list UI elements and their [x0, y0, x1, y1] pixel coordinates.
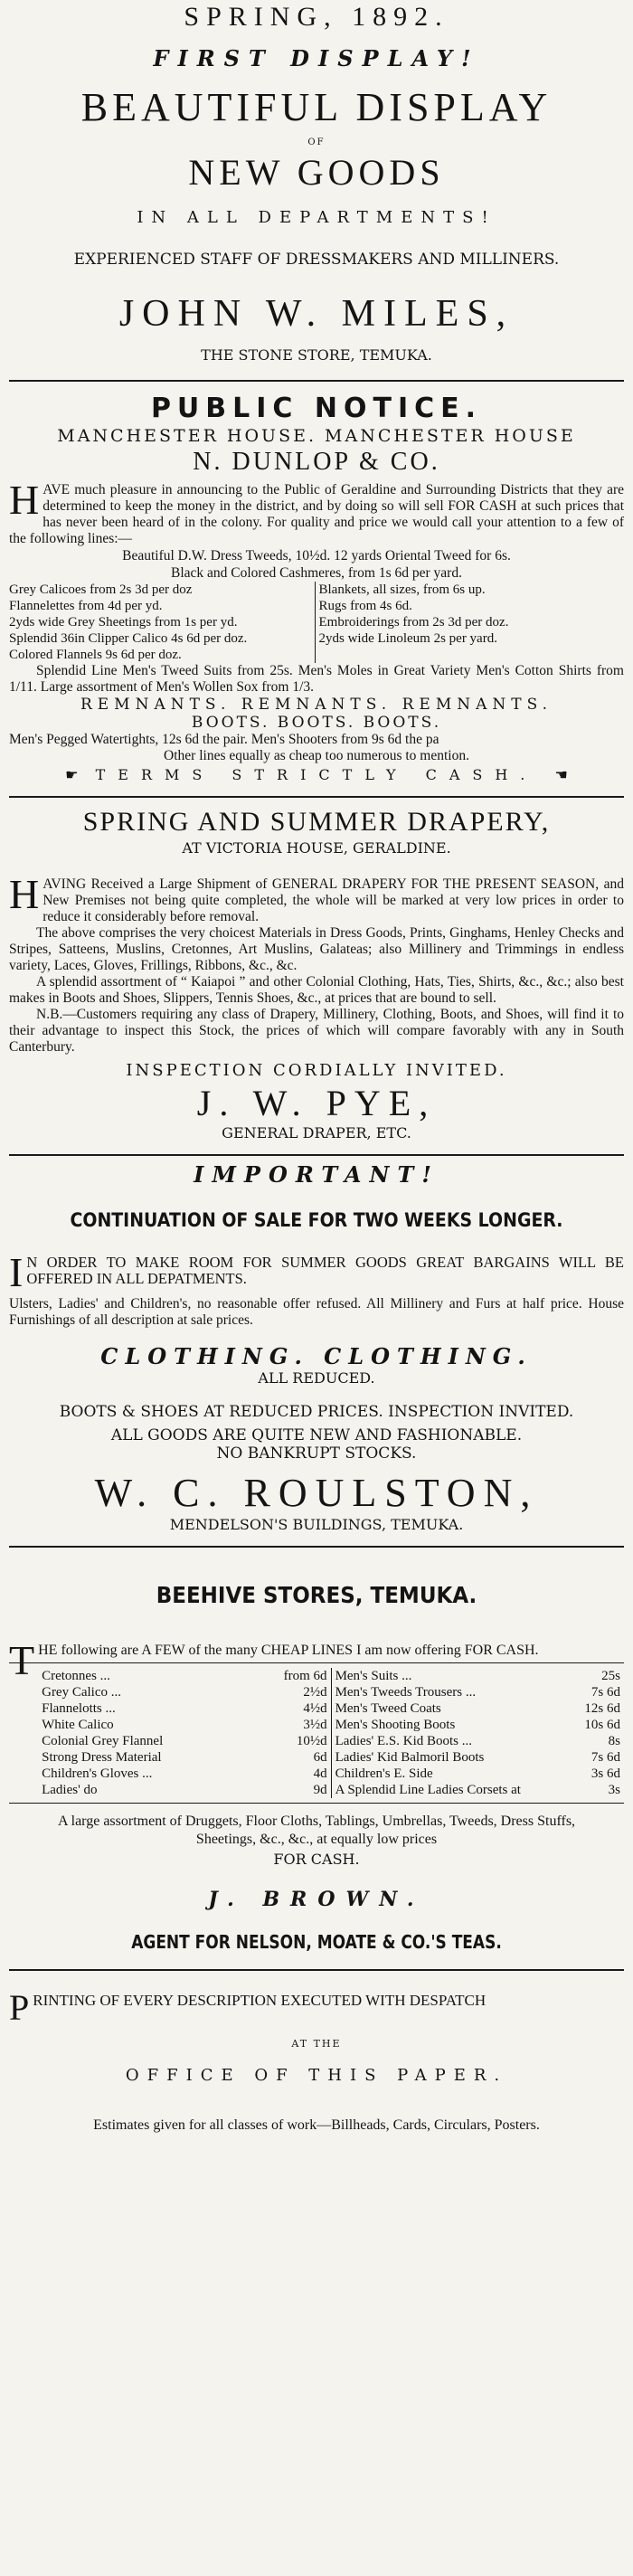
inspection-line: INSPECTION CORDIALLY INVITED.: [126, 1061, 507, 1080]
of-label: OF: [307, 137, 326, 147]
printing-advert: [9, 1987, 624, 2134]
list-item: A Splendid Line Ladies Corsets at 3s: [335, 1783, 621, 1797]
list-item: Children's E. Side 3s 6d: [335, 1766, 621, 1781]
victoria-house-line: AT VICTORIA HOUSE, GERALDINE.: [182, 839, 451, 857]
beehive-heading: BEEHIVE STORES, TEMUKA.: [156, 1582, 477, 1608]
dunlop-intro: HAVE much pleasure in announcing to the Public of Geraldine and Surrounding Districts that they are determined to keep the money in the district, and by doing so will sell FOR CASH at such prices that has never been heard of in the colony. For quality and price we would call your attention to a few of the following lines:—: [9, 477, 624, 546]
manchester-line: MANCHESTER HOUSE. MANCHESTER HOUSE: [57, 426, 576, 446]
boots-line: BOOTS. BOOTS. BOOTS.: [191, 714, 442, 732]
list-item: Strong Dress Material 6d: [42, 1750, 327, 1765]
stone-store-line: THE STONE STORE, TEMUKA.: [201, 346, 432, 364]
pointing-hand-left-icon: ☛: [65, 766, 79, 783]
divider: [9, 1803, 624, 1804]
miles-advert: [9, 2, 624, 364]
dunlop-name: N. DUNLOP & CO.: [193, 448, 440, 476]
brown-name: J. BROWN.: [208, 1888, 425, 1911]
agent-line: AGENT FOR NELSON, MOATE & CO.'S TEAS.: [131, 1931, 502, 1953]
no-bankrupt-line: NO BANKRUPT STOCKS.: [216, 1444, 417, 1463]
staff-line: EXPERIENCED STAFF OF DRESSMAKERS AND MILLINERS.: [73, 251, 560, 269]
price-list-left: [38, 1668, 331, 1798]
newspaper-page: [9, 0, 624, 2134]
roulston-advert: [9, 1161, 624, 1533]
spring-summer-heading: SPRING AND SUMMER DRAPERY,: [82, 807, 551, 837]
public-notice-heading: PUBLIC NOTICE.: [150, 393, 483, 424]
pye-nb: N.B.—Customers requiring any class of Drapery, Millinery, Clothing, Boots, and Shoes, will find it to their advantage to inspect this Stock, the prices of which will compare favorably with any in South Canterbury.: [9, 1007, 624, 1055]
price-item: Blankets, all sizes, from 6s up.: [318, 582, 486, 597]
price-item: Splendid 36in Clipper Calico 4s 6d per doz.: [9, 631, 248, 646]
miles-name: JOHN W. MILES,: [118, 293, 515, 335]
dropcap-h: H: [9, 871, 40, 917]
price-columns: [9, 582, 624, 663]
dunlop-advert: [9, 393, 624, 783]
first-display-heading: FIRST DISPLAY!: [153, 45, 480, 71]
price-list-right: [332, 1668, 624, 1798]
dropcap-i: I: [9, 1249, 24, 1295]
new-goods-heading: NEW GOODS: [188, 152, 445, 193]
dropcap-p: P: [9, 1987, 30, 2028]
divider: [9, 1546, 624, 1548]
dropcap-h: H: [9, 477, 40, 523]
pye-name: J. W. PYE,: [196, 1083, 437, 1123]
list-item: Children's Gloves ... 4d: [42, 1766, 327, 1781]
price-item: Rugs from 4s 6d.: [318, 599, 412, 613]
spring-heading: SPRING, 1892.: [184, 2, 449, 32]
estimates-line: Estimates given for all classes of work—Billheads, Cards, Circulars, Posters.: [93, 2117, 540, 2133]
divider: [9, 1662, 624, 1663]
pye-advert: [9, 807, 624, 1141]
beehive-advert: [9, 1582, 624, 1953]
price-item: Colored Flannels 9s 6d per doz.: [9, 648, 182, 662]
boots-shoes-line: BOOTS & SHOES AT REDUCED PRICES. INSPECTION INVITED.: [59, 1403, 574, 1421]
continuation-heading: CONTINUATION OF SALE FOR TWO WEEKS LONGER.: [70, 1209, 563, 1231]
right-price-column: [315, 582, 625, 663]
list-item: Cretonnes ... from 6d: [42, 1669, 327, 1683]
price-item: 2yds wide Grey Sheetings from 1s per yd.: [9, 615, 238, 630]
list-item: Men's Shooting Boots 10s 6d: [335, 1718, 621, 1732]
list-item: Ladies' E.S. Kid Boots ... 8s: [335, 1734, 621, 1748]
for-cash-line: FOR CASH.: [273, 1851, 360, 1868]
at-the-label: AT THE: [291, 2038, 342, 2050]
list-item: Men's Tweed Coats 12s 6d: [335, 1701, 621, 1716]
terms-line: ☛ TERMS STRICTLY CASH. ☚: [65, 766, 568, 783]
pye-intro: HAVING Received a Large Shipment of GENERAL DRAPERY FOR THE PRESENT SEASON, and New Premises not being quite completed, the whole will be marked at very low prices in order to reduce it considerably before removal.: [9, 871, 624, 924]
list-item: Colonial Grey Flannel 10½d: [42, 1734, 327, 1748]
list-item: White Calico 3½d: [42, 1718, 327, 1732]
all-reduced-line: ALL REDUCED.: [258, 1369, 375, 1387]
suits-paragraph: Splendid Line Men's Tweed Suits from 25s. Men's Moles in Great Variety Men's Cotton Shirts from 1/11. Large assortment of Men's Wollen Sox from 1/3.: [9, 663, 624, 695]
order-paragraph: I N ORDER TO MAKE ROOM FOR SUMMER GOODS GREAT BARGAINS WILL BE OFFERED IN ALL DEPATMENTS.: [9, 1249, 624, 1295]
price-item: 2yds wide Linoleum 2s per yard.: [318, 631, 497, 646]
office-line: OFFICE OF THIS PAPER.: [125, 2066, 508, 2085]
left-price-column: [9, 582, 315, 663]
price-item: Embroiderings from 2s 3d per doz.: [318, 615, 509, 630]
price-item: Flannelettes from 4d per yd.: [9, 599, 163, 613]
price-item: Grey Calicoes from 2s 3d per doz: [9, 582, 193, 597]
ulsters-paragraph: Ulsters, Ladies' and Children's, no reasonable offer refused. All Millinery and Furs at half price. House Furnishings of all description at sale prices.: [9, 1296, 624, 1328]
list-item: Men's Suits ... 25s: [335, 1669, 621, 1683]
general-draper-line: GENERAL DRAPER, ETC.: [222, 1124, 411, 1141]
pye-clothing: A splendid assortment of “ Kaiapoi ” and other Colonial Clothing, Hats, Ties, Shirts, &c., &c.; also best makes in Boots and Shoes, Slippers, Tennis Shoes, &c., at prices that are bound to sell.: [9, 974, 624, 1006]
list-item: Men's Tweeds Trousers ... 7s 6d: [335, 1685, 621, 1700]
beehive-intro: THE following are A FEW of the many CHEAP LINES I am now offering FOR CASH.: [9, 1637, 539, 1683]
clothing-heading: CLOTHING. CLOTHING.: [100, 1343, 533, 1369]
beautiful-display-heading: BEAUTIFUL DISPLAY: [80, 85, 553, 129]
goods-new-line: ALL GOODS ARE QUITE NEW AND FASHIONABLE.: [110, 1426, 523, 1444]
pye-materials: The above comprises the very choicest Materials in Dress Goods, Prints, Ginghams, Henley Checks and Stripes, Satteens, Muslins, Cretonnes, Art Muslins, Galateas; also Millinery and Trimmings in endless variety, Laces, Gloves, Frillings, Ribbons, &c., &c.: [9, 925, 624, 973]
divider: [9, 1969, 624, 1971]
list-item: Ladies' do 9d: [42, 1783, 327, 1797]
pointing-hand-right-icon: ☚: [554, 766, 568, 783]
pegged-line: Men's Pegged Watertights, 12s 6d the pair. Men's Shooters from 9s 6d the pa: [9, 732, 439, 747]
roulston-name: W. C. ROULSTON,: [94, 1471, 539, 1515]
price-list: [38, 1668, 624, 1798]
dress-tweeds-line: Beautiful D.W. Dress Tweeds, 10½d. 12 yards Oriental Tweed for 6s.: [122, 548, 511, 564]
other-lines: Other lines equally as cheap too numerous to mention.: [164, 748, 469, 763]
list-item: Grey Calico ... 2½d: [42, 1685, 327, 1700]
cashmeres-line: Black and Colored Cashmeres, from 1s 6d per yard.: [171, 565, 462, 581]
list-item: Flannelotts ... 4½d: [42, 1701, 327, 1716]
important-heading: IMPORTANT!: [194, 1161, 439, 1188]
departments-line: IN ALL DEPARTMENTS!: [137, 208, 496, 227]
assortment-paragraph: A large assortment of Druggets, Floor Cloths, Tablings, Umbrellas, Tweeds, Dress Stuffs, Sheetings, &c., &c., at equally low prices: [57, 1814, 576, 1847]
divider: [9, 796, 624, 798]
remnants-line: REMNANTS. REMNANTS. REMNANTS.: [80, 696, 553, 714]
dropcap-t: T: [9, 1637, 35, 1683]
divider: [9, 380, 624, 382]
divider: [9, 1154, 624, 1156]
mendelson-line: MENDELSON'S BUILDINGS, TEMUKA.: [169, 1516, 464, 1533]
list-item: Ladies' Kid Balmoril Boots 7s 6d: [335, 1750, 621, 1765]
printing-line: PRINTING OF EVERY DESCRIPTION EXECUTED WITH DESPATCH: [9, 1987, 487, 2028]
